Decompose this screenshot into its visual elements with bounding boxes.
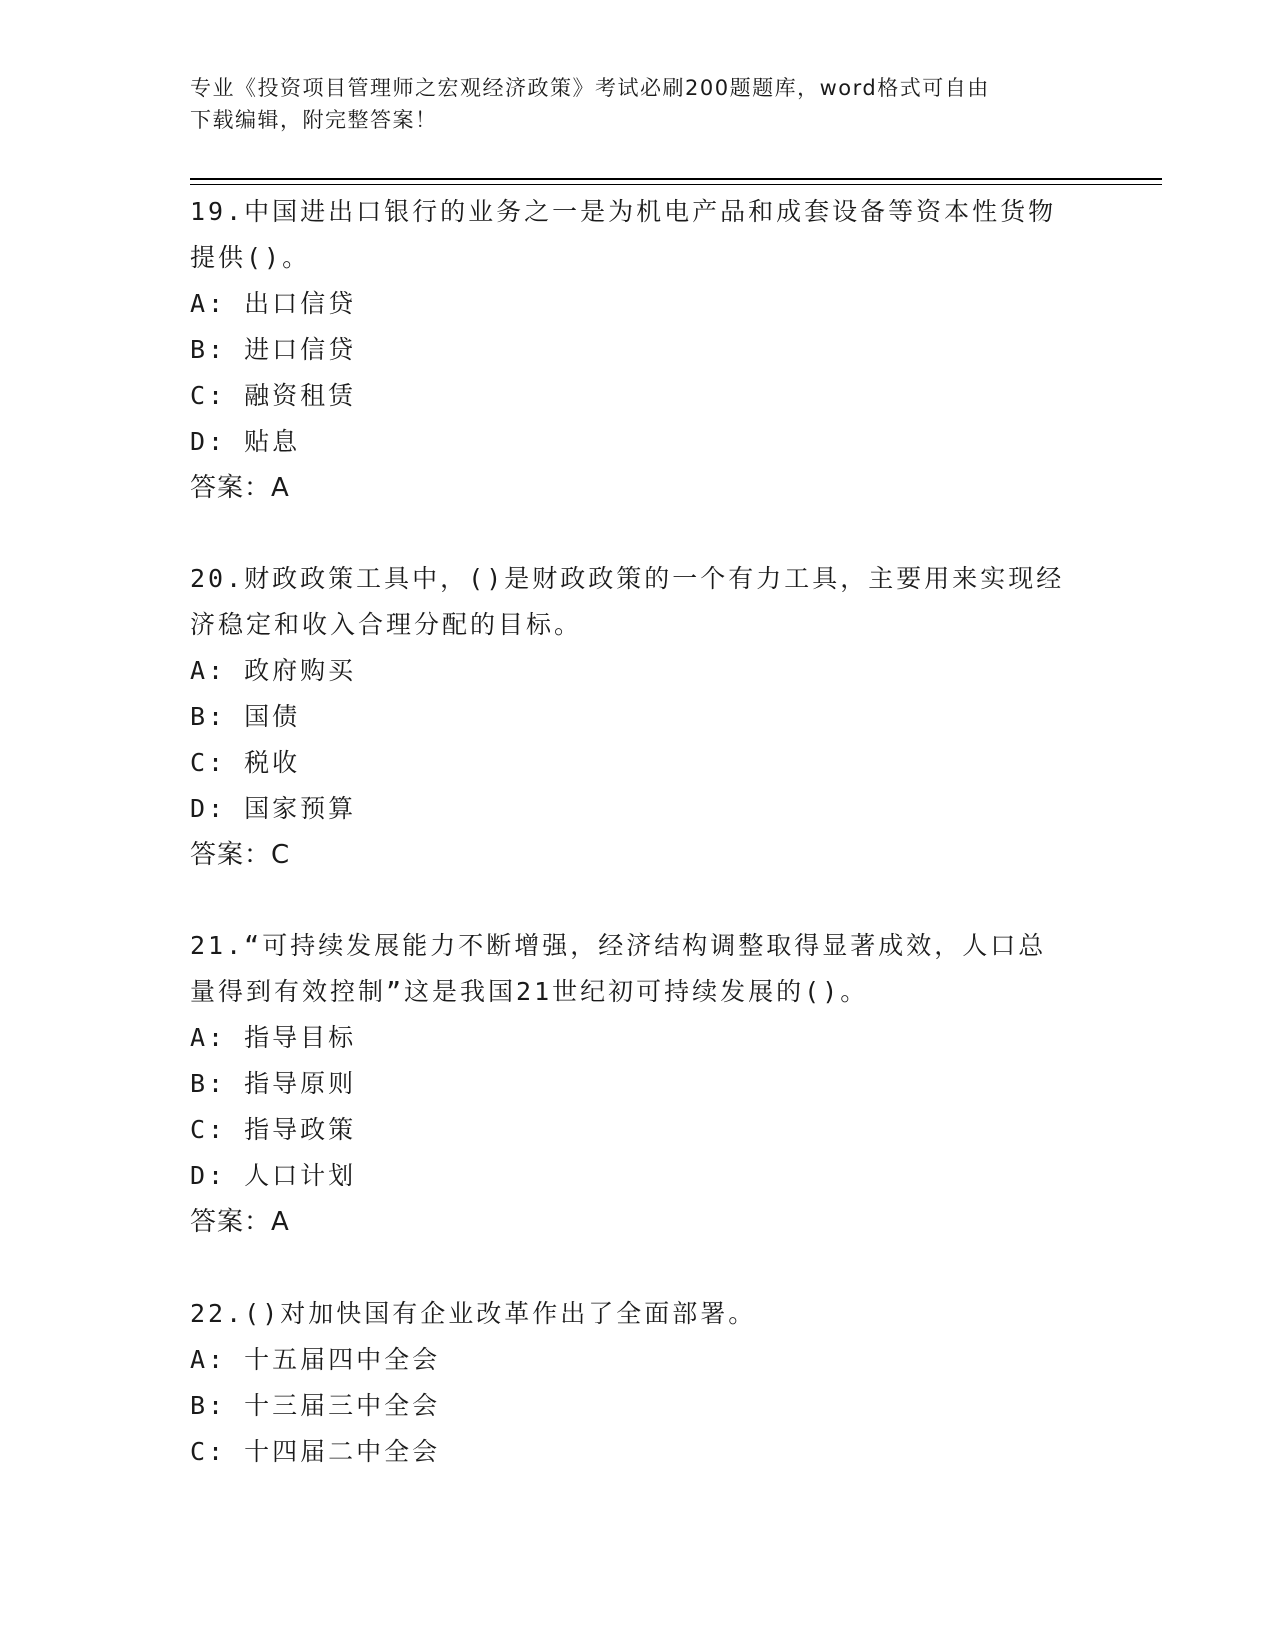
option-b: B: 指导原则 — [190, 1069, 357, 1098]
document-header — [190, 72, 1080, 136]
option-b: B: 进口信贷 — [190, 335, 357, 364]
option-b: B: 十三届三中全会 — [190, 1391, 441, 1420]
question-21 — [190, 923, 1090, 1245]
question-stem-line: 量得到有效控制”这是我国21世纪初可持续发展的()。 — [190, 977, 869, 1006]
option-c: C: 税收 — [190, 748, 301, 777]
header-line-1: 专业《投资项目管理师之宏观经济政策》考试必刷200题题库，word格式可自由 — [190, 76, 990, 100]
question-stem-line: 19.中国进出口银行的业务之一是为机电产品和成套设备等资本性货物 — [190, 197, 1057, 226]
option-c: C: 十四届二中全会 — [190, 1437, 441, 1466]
header-divider-thick — [190, 178, 1162, 180]
option-a: A: 指导目标 — [190, 1023, 357, 1052]
question-stem-line: 济稳定和收入合理分配的目标。 — [190, 610, 583, 639]
answer-line: 答案：A — [190, 1207, 290, 1237]
option-a: A: 十五届四中全会 — [190, 1345, 441, 1374]
option-c: C: 融资租赁 — [190, 381, 357, 410]
question-22 — [190, 1291, 1090, 1475]
option-a: A: 出口信贷 — [190, 289, 357, 318]
answer-line: 答案：C — [190, 840, 291, 870]
header-divider-thin — [190, 184, 1162, 185]
option-d: D: 人口计划 — [190, 1161, 357, 1190]
option-c: C: 指导政策 — [190, 1115, 357, 1144]
header-line-2: 下载编辑，附完整答案！ — [190, 108, 438, 132]
question-stem-line: 21.“可持续发展能力不断增强，经济结构调整取得显著成效，人口总 — [190, 931, 1047, 960]
question-stem-line: 22.()对加快国有企业改革作出了全面部署。 — [190, 1299, 757, 1328]
option-a: A: 政府购买 — [190, 656, 357, 685]
question-19 — [190, 189, 1090, 511]
question-stem-line: 提供()。 — [190, 243, 311, 272]
option-d: D: 贴息 — [190, 427, 301, 456]
question-20 — [190, 556, 1090, 878]
option-b: B: 国债 — [190, 702, 301, 731]
question-stem-line: 20.财政政策工具中，()是财政政策的一个有力工具，主要用来实现经 — [190, 564, 1065, 593]
answer-line: 答案：A — [190, 473, 290, 503]
option-d: D: 国家预算 — [190, 794, 357, 823]
